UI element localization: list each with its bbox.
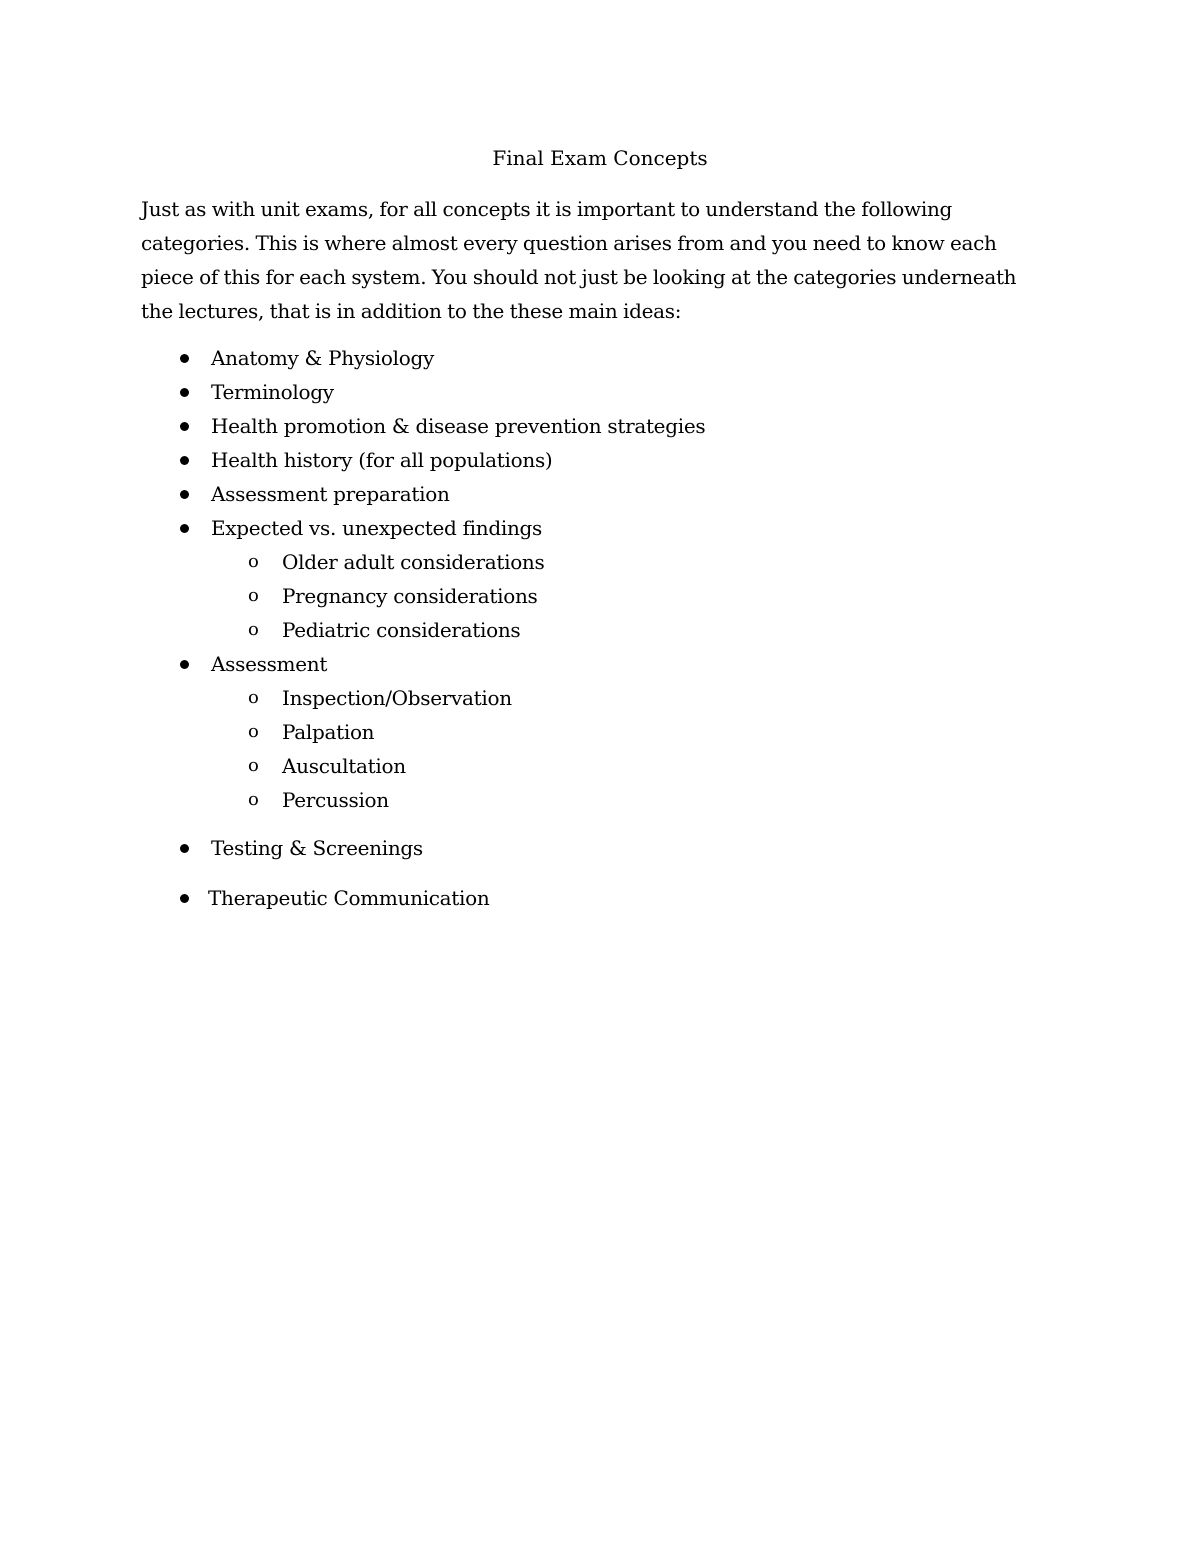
bullet-icon bbox=[180, 388, 189, 397]
list-item-assessment: Assessment bbox=[211, 652, 328, 676]
sub-list-item-palpation: Palpation bbox=[282, 720, 375, 744]
sub-bullet-icon: o bbox=[248, 721, 259, 742]
list-item-expected-findings: Expected vs. unexpected findings bbox=[211, 516, 543, 540]
sub-list-item-pregnancy: Pregnancy considerations bbox=[282, 584, 538, 608]
list-item-terminology: Terminology bbox=[211, 380, 334, 404]
sub-bullet-icon: o bbox=[248, 755, 259, 776]
list-item-health-history: Health history (for all populations) bbox=[211, 448, 553, 472]
list-item-anatomy-physiology: Anatomy & Physiology bbox=[211, 346, 434, 370]
sub-list-item-auscultation: Auscultation bbox=[282, 754, 406, 778]
sub-list-item-percussion: Percussion bbox=[282, 788, 389, 812]
list-item-assessment-preparation: Assessment preparation bbox=[211, 482, 450, 506]
bullet-icon bbox=[180, 660, 189, 669]
sub-bullet-icon: o bbox=[248, 585, 259, 606]
bullet-icon bbox=[180, 490, 189, 499]
bullet-icon bbox=[180, 524, 189, 533]
list-item-health-promotion: Health promotion & disease prevention strategies bbox=[211, 414, 706, 438]
sub-bullet-icon: o bbox=[248, 551, 259, 572]
bullet-icon bbox=[180, 354, 189, 363]
document-title: Final Exam Concepts bbox=[492, 146, 708, 170]
sub-list-item-inspection: Inspection/Observation bbox=[282, 686, 512, 710]
list-item-testing-screenings: Testing & Screenings bbox=[211, 836, 423, 860]
intro-paragraph: Just as with unit exams, for all concepts it is important to understand the following categories. This is where almost every question arises from and you need to know each piece of this for each system. You should not just be looking at the categories underneath the lectures, that is in addition to the these main ideas: bbox=[141, 197, 1017, 323]
bullet-icon bbox=[180, 422, 189, 431]
bullet-icon bbox=[180, 456, 189, 465]
sub-bullet-icon: o bbox=[248, 789, 259, 810]
sub-bullet-icon: o bbox=[248, 687, 259, 708]
sub-list-item-older-adult: Older adult considerations bbox=[282, 550, 545, 574]
bullet-icon bbox=[180, 894, 189, 903]
sub-list-item-pediatric: Pediatric considerations bbox=[282, 618, 521, 642]
sub-bullet-icon: o bbox=[248, 619, 259, 640]
list-item-therapeutic-communication: Therapeutic Communication bbox=[208, 886, 490, 910]
bullet-icon bbox=[180, 844, 189, 853]
